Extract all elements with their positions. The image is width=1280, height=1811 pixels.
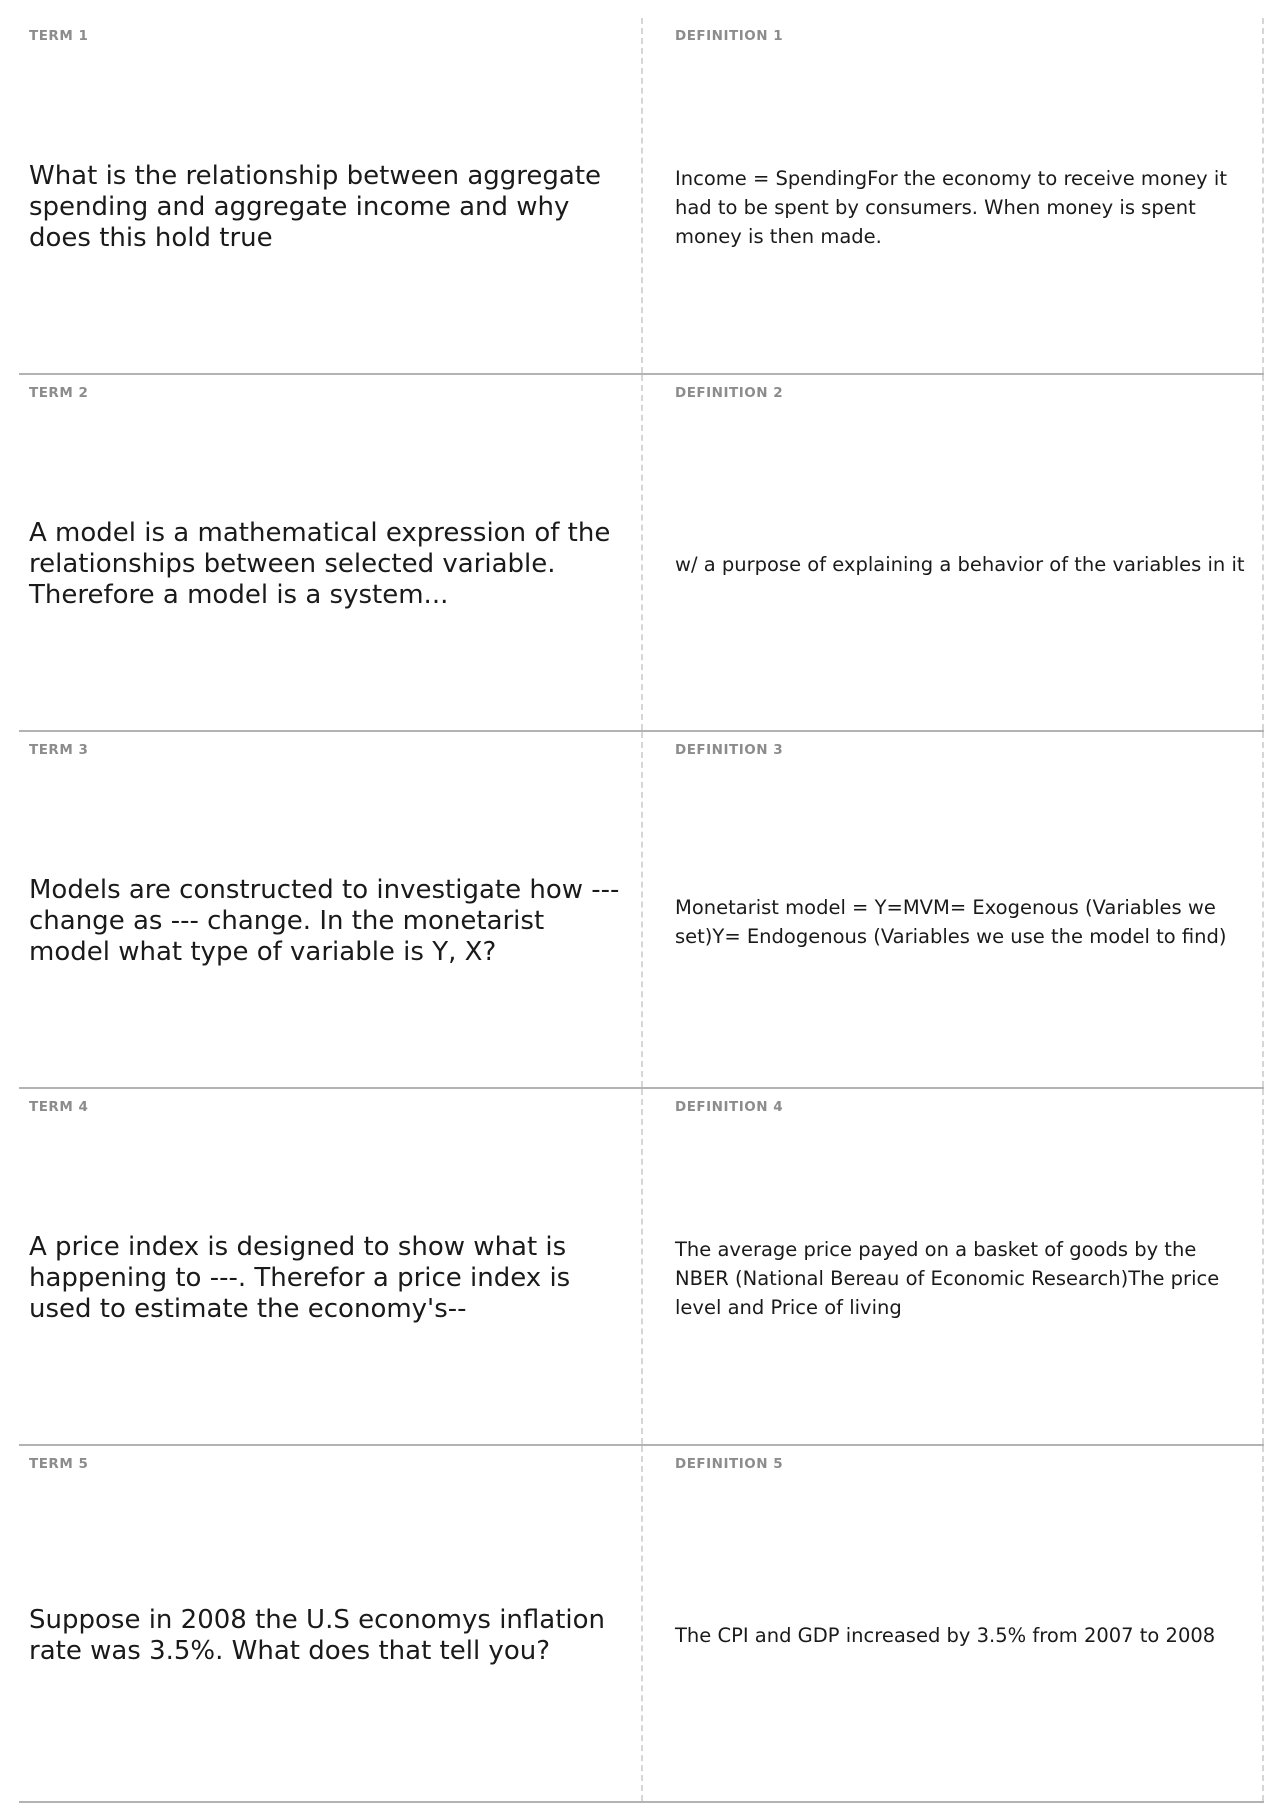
definition-text: w/ a purpose of explaining a behavior of the variables in it (675, 553, 1245, 576)
definition-content (675, 52, 1250, 363)
definition-cell (643, 375, 1264, 730)
definition-text: The CPI and GDP increased by 3.5% from 2007 to 2008 (675, 1624, 1216, 1647)
term-cell (19, 732, 643, 1087)
definition-cell (643, 18, 1264, 373)
term-content (29, 52, 633, 363)
term-text: Models are constructed to investigate how --- change as --- change. In the monetarist model what type of variable is Y, X? (29, 875, 620, 967)
term-cell (19, 1446, 643, 1801)
term-content (29, 409, 633, 720)
term-cell (19, 1089, 643, 1444)
term-cell (19, 375, 643, 730)
term-label: TERM 2 (29, 385, 89, 401)
definition-label: DEFINITION 5 (675, 1456, 784, 1472)
definition-text: The average price payed on a basket of goods by the NBER (National Bereau of Economic Research)The price level and Price of living (675, 1238, 1220, 1319)
term-content (29, 1480, 633, 1791)
term-label: TERM 5 (29, 1456, 89, 1472)
definition-label: DEFINITION 1 (675, 28, 784, 44)
term-label: TERM 1 (29, 28, 89, 44)
definition-content (675, 409, 1250, 720)
flashcard-row (19, 732, 1264, 1089)
definition-label: DEFINITION 4 (675, 1099, 784, 1115)
definition-label: DEFINITION 3 (675, 742, 784, 758)
term-content (29, 1123, 633, 1434)
term-label: TERM 4 (29, 1099, 89, 1115)
definition-content (675, 766, 1250, 1077)
term-content (29, 766, 633, 1077)
flashcard-row (19, 1089, 1264, 1446)
term-text: A model is a mathematical expression of the relationships between selected variable. Therefore a model is a system... (29, 518, 611, 610)
flashcard-row (19, 1446, 1264, 1803)
definition-text: Income = SpendingFor the economy to receive money it had to be spent by consumers. When money is spent money is then made. (675, 167, 1227, 248)
flashcard-row (19, 375, 1264, 732)
definition-label: DEFINITION 2 (675, 385, 784, 401)
flashcard-sheet (19, 18, 1264, 1803)
term-label: TERM 3 (29, 742, 89, 758)
term-text: Suppose in 2008 the U.S economys inflation rate was 3.5%. What does that tell you? (29, 1604, 606, 1666)
definition-cell (643, 1089, 1264, 1444)
flashcard-row (19, 18, 1264, 375)
definition-cell (643, 1446, 1264, 1801)
term-text: What is the relationship between aggregate spending and aggregate income and why does this hold true (29, 161, 602, 253)
definition-content (675, 1123, 1250, 1434)
definition-text: Monetarist model = Y=MVM= Exogenous (Variables we set)Y= Endogenous (Variables we use the model to find) (675, 895, 1227, 948)
term-cell (19, 18, 643, 373)
definition-content (675, 1480, 1250, 1791)
definition-cell (643, 732, 1264, 1087)
term-text: A price index is designed to show what is happening to ---. Therefor a price index is used to estimate the economy's-- (29, 1232, 571, 1324)
